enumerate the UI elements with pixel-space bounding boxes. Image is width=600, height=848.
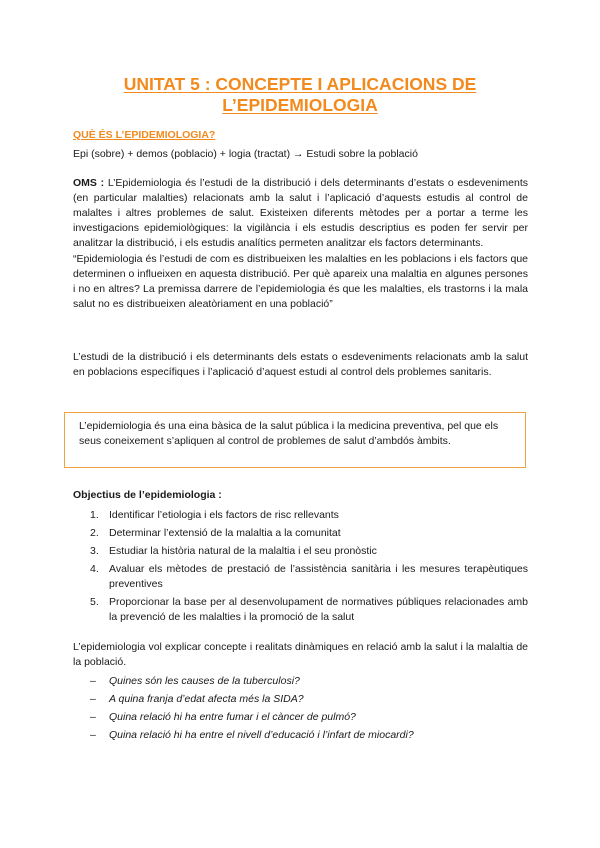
list-item [90,595,528,625]
page-title: UNITAT 5 : CONCEPTE I APLICACIONS DE L’EPIDEMIOLOGIA [123,74,477,115]
list-number: 5. [90,596,99,608]
oms-label: OMS : [73,177,105,189]
list-item-text: Determinar l’extensió de la malaltia a la comunitat [109,527,341,539]
list-item [90,508,528,523]
question-text: Quines són les causes de la tuberculosi? [109,675,300,687]
etymology-line: Epi (sobre) + demos (poblacio) + logia (tractat) → Estudi sobre la població [73,148,418,160]
highlight-box-text: L’epidemiologia és una eina bàsica de la salut pública i la medicina preventiva, pel que els seus coneixement s’apliquen al control de problemes de salut d’ambdós àmbits. [79,420,499,447]
list-item-text: Estudiar la història natural de la malaltia i el seu pronòstic [109,545,377,557]
study-definition: L’estudi de la distribució i els determinants dels estats o esdeveniments relacionats amb la salut en poblacions específiques i l’aplicació d’aquest estudi al control dels problemes sanitaris. [73,351,528,378]
oms-text: L’Epidemiologia és l’estudi de la distribució i dels determinants d’estats o esdeveniments (en particular malalties) relacionats amb la salut i l’aplicació d’aquests estudis al control de malaltes i altres problemes de salut. Existeixen diferents mètodes per a portar a terme les investigacions epidemiològiques: la vigilància i els estudis descriptius es poden fer servir per analitzar la distribució, i els estudis analítics permeten analitzar els factors determinants. [73,177,528,249]
closing-paragraph: L’epidemiologia vol explicar concepte i realitats dinàmiques en relació amb la salut i la malaltia de la població. [73,641,528,668]
list-item [90,544,528,559]
list-number: 2. [90,527,99,539]
definition-quote: “Epidemiologia és l’estudi de com es distribueixen les malalties en les poblacions i els factors que determinen o influeixen en aquesta distribució. Per què apareix una malaltia en algunes persones i no en altres? La premissa darrere de l’epidemiologia és que les malalties, els trastorns i la mala salut no es distribueixen aleatòriament en una població” [73,253,528,310]
list-item [90,728,414,743]
dash-bullet: – [90,711,96,723]
question-text: Quina relació hi ha entre el nivell d’educació i l’infart de miocardi? [109,729,414,741]
list-item-text: Identificar l’etiologia i els factors de risc rellevants [109,509,339,521]
objectives-heading: Objectius de l’epidemiologia : [73,489,222,501]
list-item [90,692,414,707]
list-number: 3. [90,545,99,557]
question-text: Quina relació hi ha entre fumar i el càncer de pulmó? [109,711,356,723]
question-text: A quina franja d’edat afecta més la SIDA? [109,693,304,705]
list-item [90,674,414,689]
section-heading: QUÈ ÉS L’EPIDEMIOLOGIA? [73,129,216,141]
oms-definition [73,176,528,251]
dash-bullet: – [90,693,96,705]
list-number: 4. [90,563,99,575]
dash-bullet: – [90,729,96,741]
questions-list [90,674,414,746]
list-item [90,562,528,592]
dash-bullet: – [90,675,96,687]
list-item [90,710,414,725]
list-item-text: Proporcionar la base per al desenvolupament de normatives públiques relacionades amb la prevenció de les malalties i la promoció de la salut [109,596,528,623]
list-item-text: Avaluar els mètodes de prestació de l’assistència sanitària i les mesures terapèutiques preventives [109,563,528,590]
list-item [90,526,528,541]
objectives-list [90,508,528,628]
list-number: 1. [90,509,99,521]
